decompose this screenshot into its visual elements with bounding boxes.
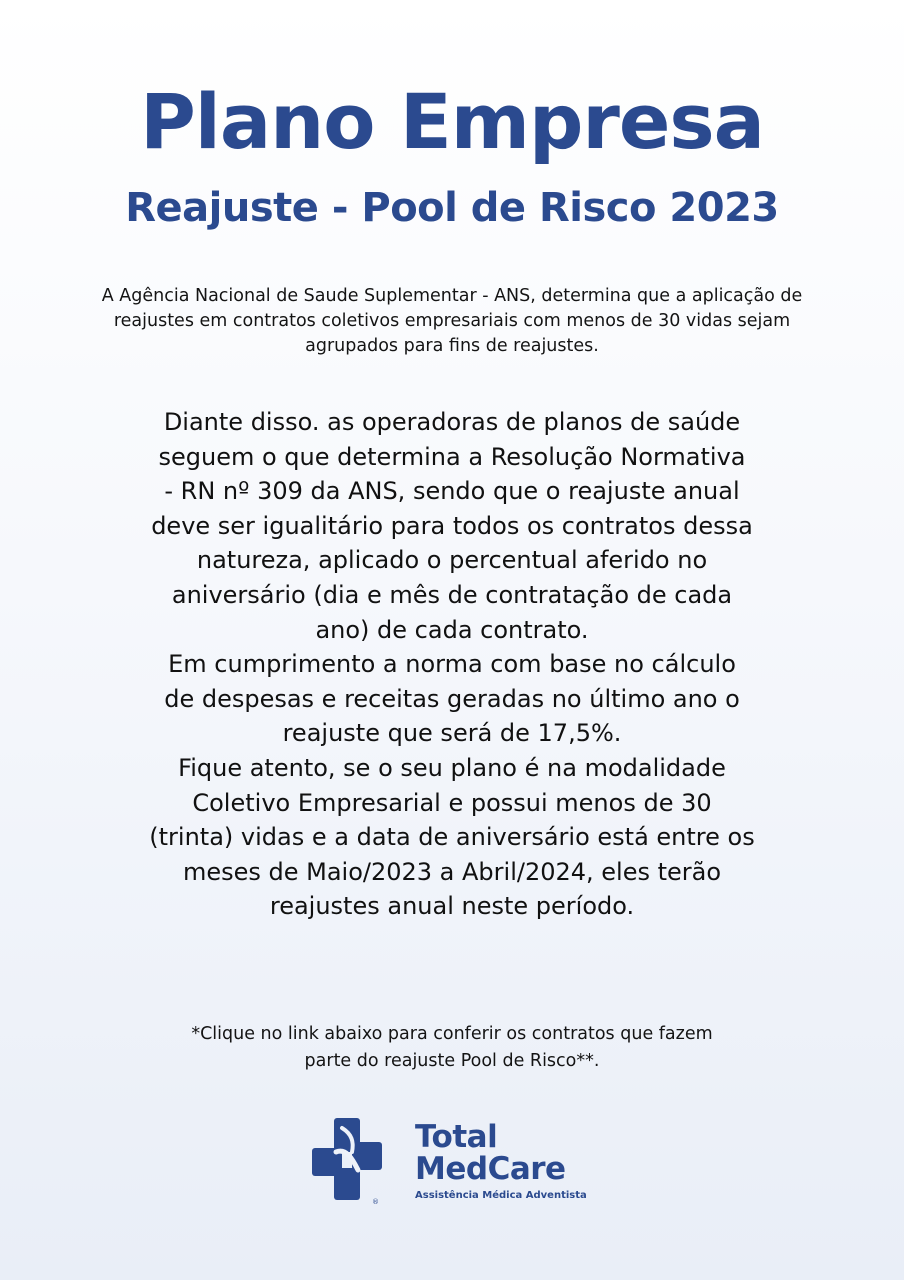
- body-line: (trinta) vidas e a data de aniversário está entre os: [149, 823, 755, 852]
- footnote-line: parte do reajuste Pool de Risco**.: [304, 1051, 600, 1071]
- body-line: meses de Maio/2023 a Abril/2024, eles terão: [182, 857, 722, 886]
- brand-name-line2: MedCare: [415, 1151, 566, 1187]
- body-line: reajuste que será de 17,5%.: [282, 719, 622, 748]
- body-line: de despesas e receitas geradas no último ano o: [164, 684, 740, 713]
- body-line: Em cumprimento a norma com base no cálculo: [168, 650, 736, 679]
- intro-paragraph: A Agência Nacional de Saude Suplementar - ANS, determina que a aplicação de reajustes em contratos coletivos empresariais com menos de 30 vidas sejam agrupados para fins de reajustes.: [101, 286, 803, 356]
- footnote-line: *Clique no link abaixo para conferir os contratos que fazem: [191, 1024, 713, 1044]
- body-line: Fique atento, se o seu plano é na modalidade: [178, 753, 726, 782]
- body-line: deve ser igualitário para todos os contratos dessa: [151, 511, 753, 540]
- body-line: reajustes anual neste período.: [269, 892, 635, 921]
- body-paragraph: [40, 405, 864, 924]
- registered-mark: ®: [372, 1198, 379, 1206]
- footnote: [80, 1021, 824, 1075]
- page-subtitle: Reajuste - Pool de Risco 2023: [125, 185, 779, 231]
- body-line: Diante disso. as operadoras de planos de saúde: [163, 408, 741, 436]
- body-line: - RN nº 309 da ANS, sendo que o reajuste anual: [164, 477, 740, 506]
- brand-tagline: Assistência Médica Adventista: [415, 1190, 587, 1201]
- body-line: natureza, aplicado o percentual aferido no: [196, 546, 708, 575]
- page-title: Plano Empresa: [140, 77, 764, 166]
- body-line: Coletivo Empresarial e possui menos de 30: [192, 788, 712, 817]
- brand-name-line1: Total: [415, 1119, 498, 1155]
- body-line: ano) de cada contrato.: [315, 615, 589, 644]
- total-medcare-logo: [312, 1118, 612, 1210]
- body-line: seguem o que determina a Resolução Normativa: [158, 442, 746, 471]
- body-line: aniversário (dia e mês de contratação de cada: [171, 580, 733, 609]
- medical-cross-icon: [312, 1118, 382, 1206]
